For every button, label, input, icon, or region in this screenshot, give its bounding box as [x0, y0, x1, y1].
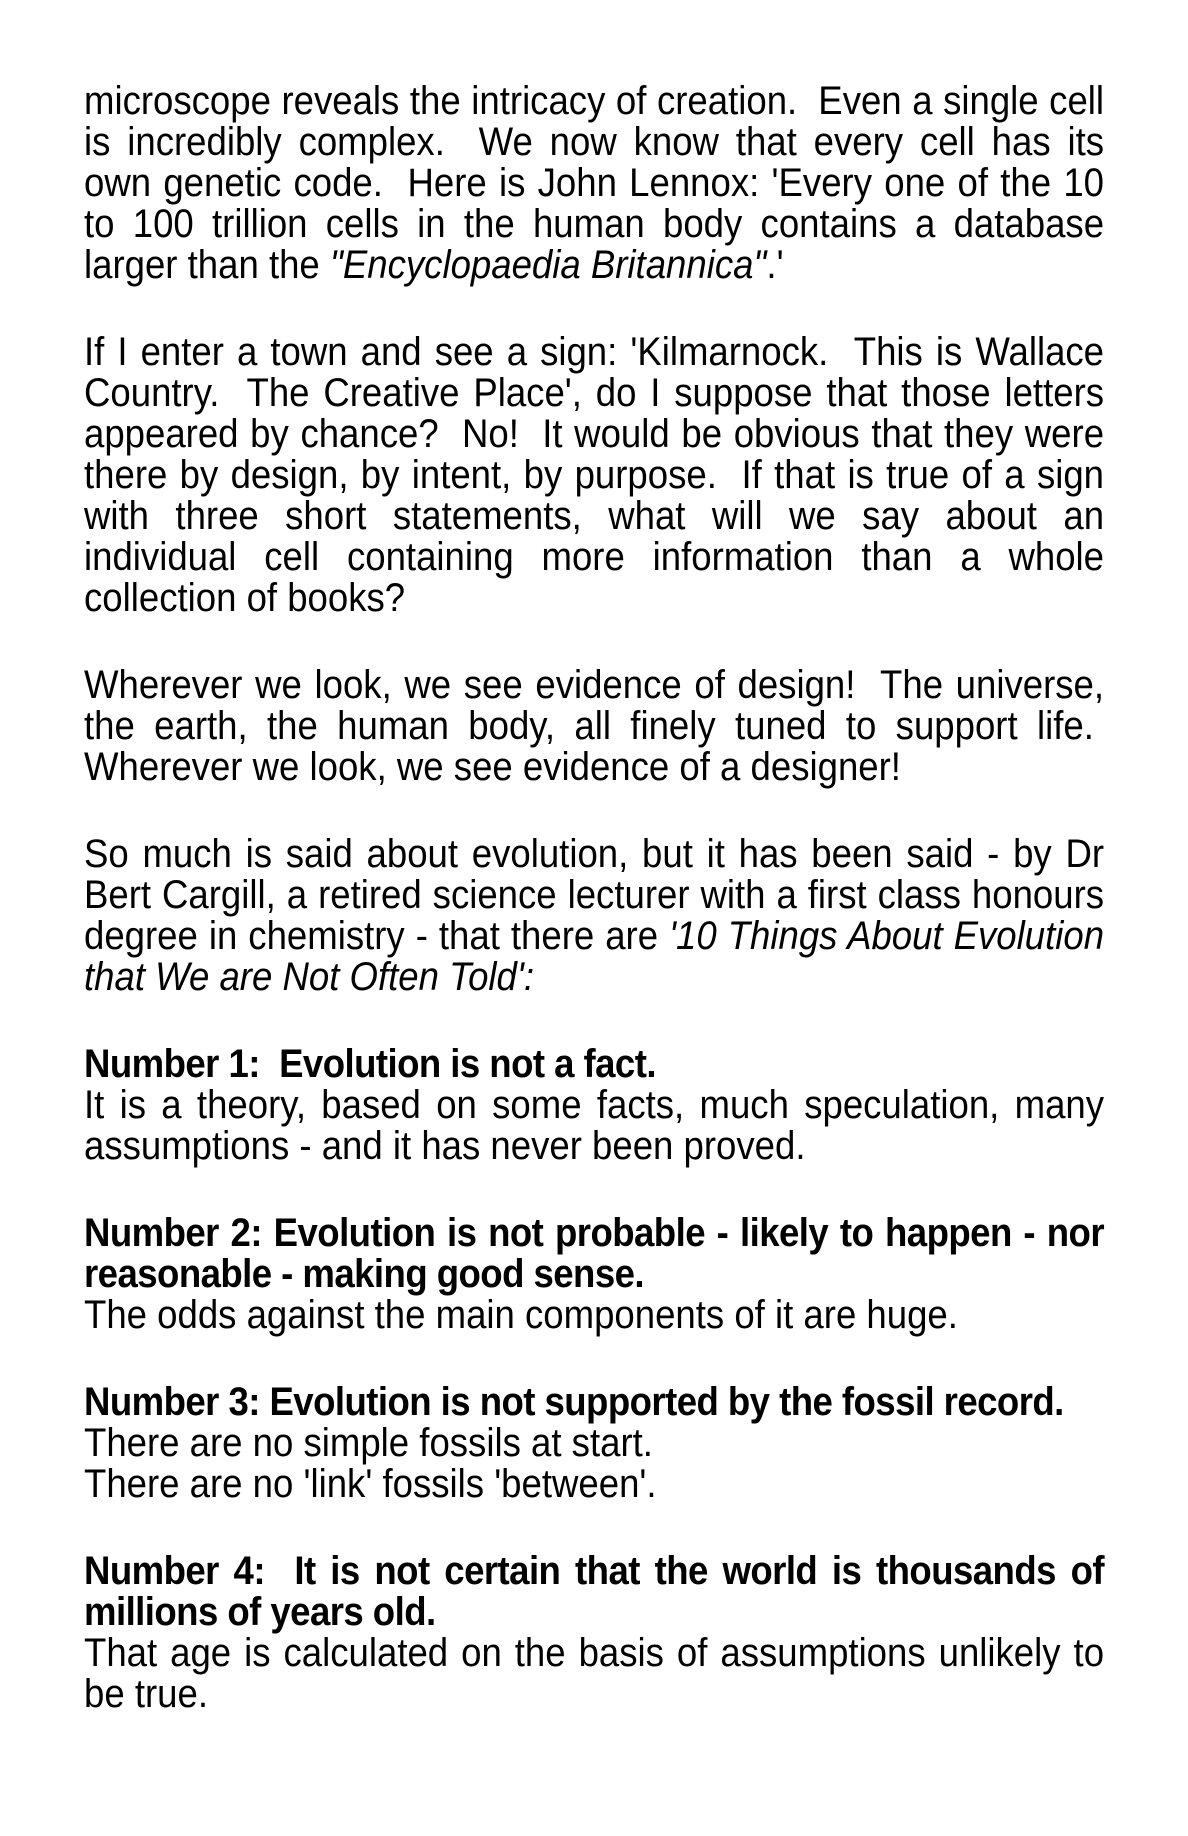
- paragraph-evidence-of-design: [84, 665, 1104, 788]
- text-segment: That age is calculated on the basis of assumptions unlikely to be true.: [84, 1631, 1105, 1716]
- text-segment: microscope reveals the intricacy of creation. Even a single cell is incredibly complex. We now know that every cell has its own genetic code. Here is John Lennox: 'Every one of the 10 to 100 trillion cells in the human body contains a database larger than the: [84, 79, 1105, 287]
- text-segment: It is a theory, based on some facts, much speculation, many assumptions - and it has never been proved.: [84, 1083, 1105, 1168]
- text-segment: So much is said about evolution, but it has been said - by Dr Bert Cargill, a retired science lecturer with a first class honours degree in chemistry - that there are: [84, 832, 1105, 958]
- text-segment: '10 Things About Evolution that We are Not Often Told':: [84, 914, 1105, 999]
- paragraph-kilmarnock-sign: [84, 332, 1104, 619]
- text-segment: Number 3: Evolution is not supported by the fossil record.: [84, 1380, 1064, 1424]
- section-number-1: [84, 1044, 1104, 1167]
- text-segment: If I enter a town and see a sign: 'Kilmarnock. This is Wallace Country. The Creative Place', do I suppose that those letters appeared by chance? No! It would be obvious that they were there by design, by intent, by purpose. If that is true of a sign with three short statements, what will we say about an individual cell containing more information than a whole collection of books?: [84, 330, 1105, 620]
- paragraph-microscope-cell: [84, 81, 1104, 286]
- text-segment: "Encyclopaedia Britannica": [329, 243, 767, 287]
- section-number-3: [84, 1382, 1104, 1505]
- section-number-2: [84, 1213, 1104, 1336]
- text-segment: There are no simple fossils at start.: [84, 1421, 653, 1465]
- document-body: [84, 81, 1104, 1715]
- text-segment: Number 4: It is not certain that the world is thousands of millions of years old.: [84, 1549, 1105, 1634]
- paragraph-bert-cargill: [84, 834, 1104, 998]
- text-segment: Number 2: Evolution is not probable - likely to happen - nor reasonable - making good sense.: [84, 1211, 1105, 1296]
- text-segment: The odds against the main components of it are huge.: [84, 1293, 958, 1337]
- section-number-4: [84, 1551, 1104, 1715]
- text-segment: Wherever we look, we see evidence of design! The universe, the earth, the human body, all finely tuned to support life. Wherever we look, we see evidence of a designer!: [84, 663, 1105, 789]
- text-segment: .': [766, 243, 784, 287]
- text-segment: Number 1: Evolution is not a fact.: [84, 1042, 656, 1086]
- text-segment: There are no 'link' fossils 'between'.: [84, 1462, 657, 1506]
